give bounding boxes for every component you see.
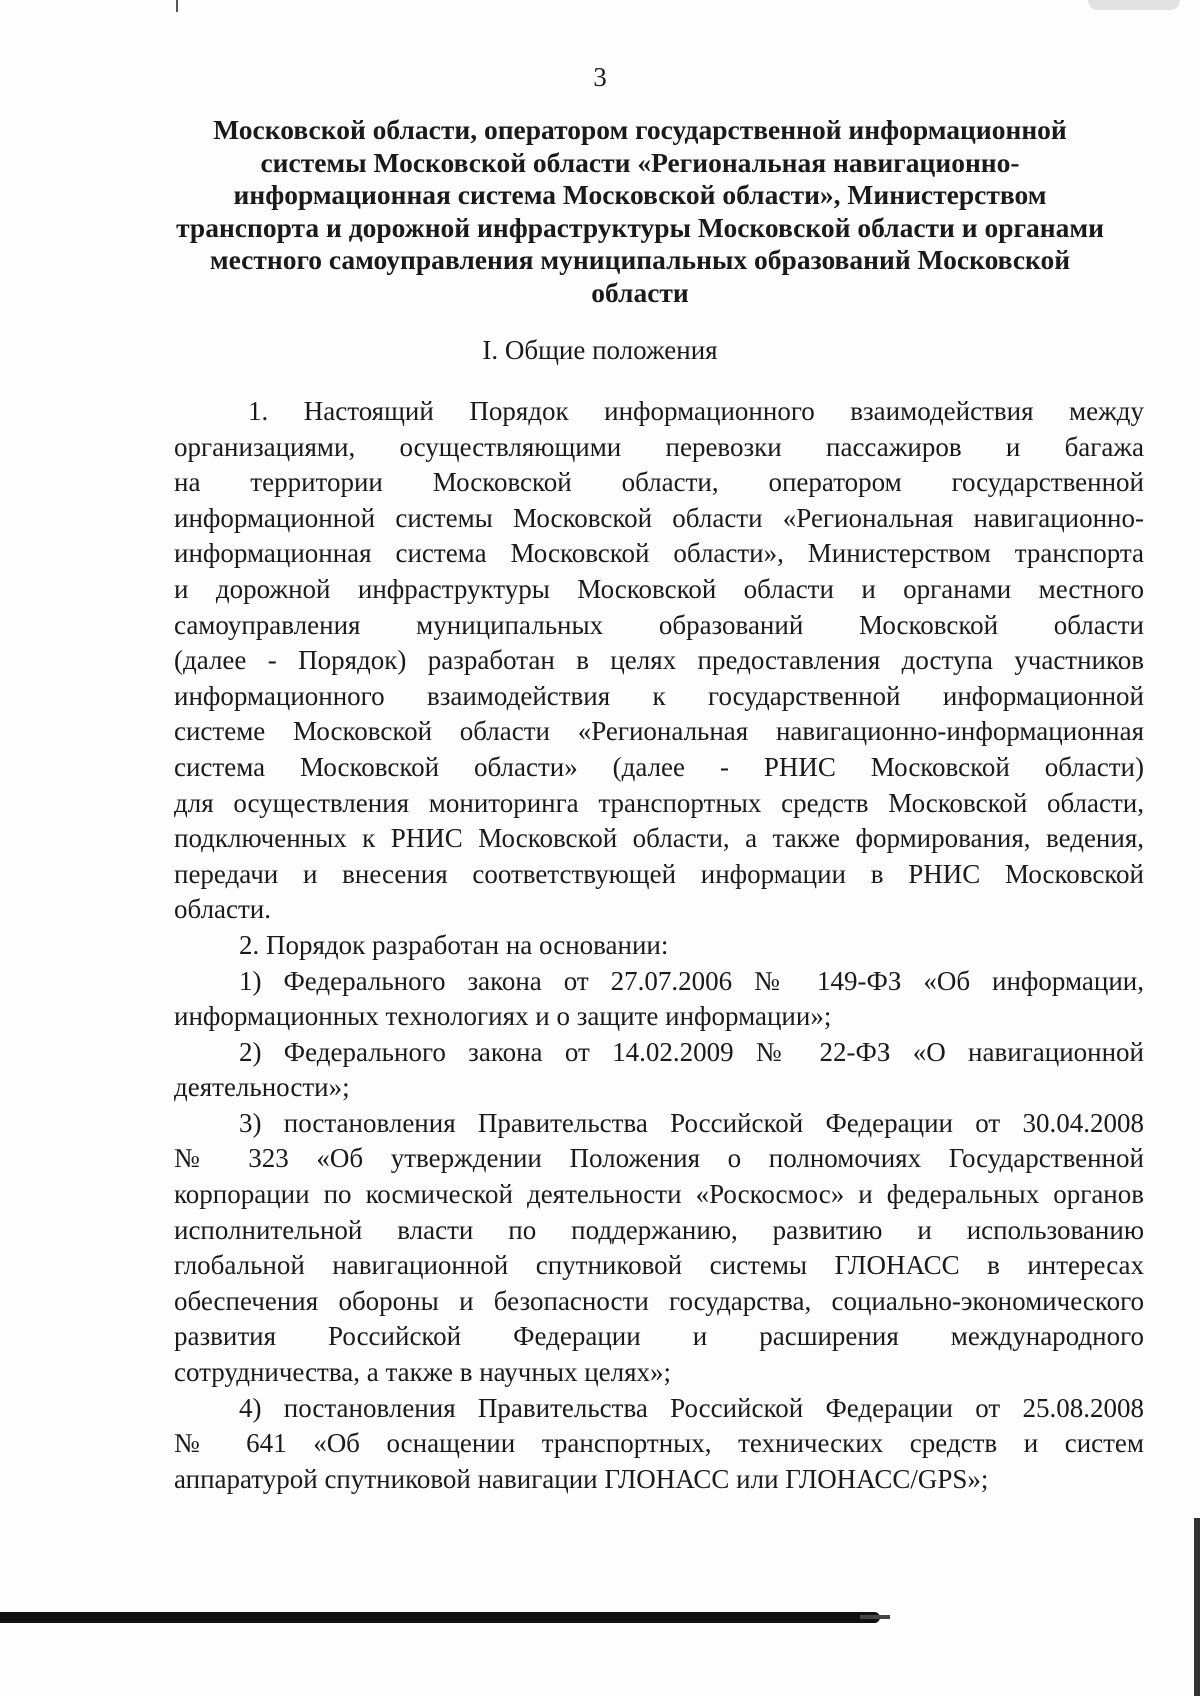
heading-line: области [591, 276, 689, 308]
text-line: информационной системы Московской области «Региональная навигационно- [174, 502, 1144, 533]
list-item-4 [174, 1391, 1144, 1498]
text-line: корпорации по космической деятельности «Роскосмос» и федеральных органов [174, 1179, 1144, 1210]
text-line: № 641 «Об оснащении транспортных, технических средств и систем [174, 1428, 1144, 1459]
text-line: 1) Федерального закона от 27.07.2006 № 149-ФЗ «Об информации, [239, 965, 1144, 996]
scan-edge-mark [176, 0, 178, 12]
text-line: передачи и внесения соответствующей информации в РНИС Московской [174, 858, 1144, 889]
section-title: I. Общие положения [482, 335, 718, 365]
text-line: глобальной навигационной спутниковой системы ГЛОНАСС в интересах [174, 1250, 1144, 1281]
text-line: аппаратурой спутниковой навигации ГЛОНАСС или ГЛОНАСС/GPS»; [174, 1463, 989, 1494]
list-item-3 [174, 1106, 1144, 1391]
text-line: деятельности»; [174, 1072, 350, 1103]
text-line: подключенных к РНИС Московской области, а также формирования, ведения, [174, 823, 1144, 854]
text-line: 1. Настоящий Порядок информационного взаимодействия между [248, 396, 1144, 426]
list-item-1 [174, 964, 1144, 1035]
text-line: 3) постановления Правительства Российской Федерации от 30.04.2008 [239, 1107, 1144, 1138]
text-line: и дорожной инфраструктуры Московской области и органами местного [174, 573, 1144, 604]
scan-right-edge [1194, 1518, 1200, 1696]
document-heading [170, 114, 1110, 309]
text-line: информационных технологиях и о защите информации»; [174, 1001, 832, 1032]
text-line: самоуправления муниципальных образований Московской области [174, 609, 1144, 640]
text-line: (далее - Порядок) разработан в целях предоставления доступа участников [174, 645, 1144, 676]
text-line: 4) постановления Правительства Российской Федерации от 25.08.2008 [239, 1392, 1144, 1423]
text-line: информационного взаимодействия к государственной информационной [174, 680, 1144, 711]
text-line: обеспечения обороны и безопасности государства, социально-экономического [174, 1285, 1144, 1316]
scan-smudge [1088, 0, 1180, 10]
heading-line: системы Московской области «Региональная навигационно- [260, 146, 1020, 178]
page-number: 3 [593, 62, 607, 92]
text-line: организациями, осуществляющими перевозки пассажиров и багажа [174, 431, 1144, 462]
list-item-2 [174, 1035, 1144, 1106]
text-line: 2) Федерального закона от 14.02.2009 № 22-ФЗ «О навигационной [239, 1036, 1144, 1067]
text-line: развития Российской Федерации и расширения международного [174, 1321, 1144, 1352]
scan-bottom-bar-tail [860, 1615, 890, 1619]
text-line: 2. Порядок разработан на основании: [239, 929, 669, 960]
heading-line: информационная система Московской области», Министерством [233, 179, 1047, 210]
paragraph-1 [174, 394, 1144, 928]
scan-bottom-bar [0, 1612, 880, 1623]
text-line: области. [174, 894, 272, 925]
text-line: система Московской области» (далее - РНИС Московской области) [174, 751, 1144, 782]
heading-line: транспорта и дорожной инфраструктуры Московской области и органами [176, 211, 1104, 243]
document-body [174, 394, 1144, 1497]
heading-line: местного самоуправления муниципальных образований Московской [209, 244, 1071, 275]
text-line: сотрудничества, а также в научных целях»; [174, 1357, 672, 1388]
text-line: для осуществления мониторинга транспортных средств Московской области, [174, 787, 1144, 818]
text-line: информационная система Московской области», Министерством транспорта [174, 538, 1144, 569]
heading-line: Московской области, оператором государственной информационной [213, 114, 1067, 145]
paragraph-2 [174, 928, 1144, 964]
text-line: исполнительной власти по поддержанию, развитию и использованию [174, 1214, 1144, 1245]
text-line: системе Московской области «Региональная навигационно-информационная [174, 716, 1144, 747]
text-line: на территории Московской области, оператором государственной [174, 467, 1144, 498]
text-line: № 323 «Об утверждении Положения о полномочиях Государственной [174, 1143, 1144, 1174]
